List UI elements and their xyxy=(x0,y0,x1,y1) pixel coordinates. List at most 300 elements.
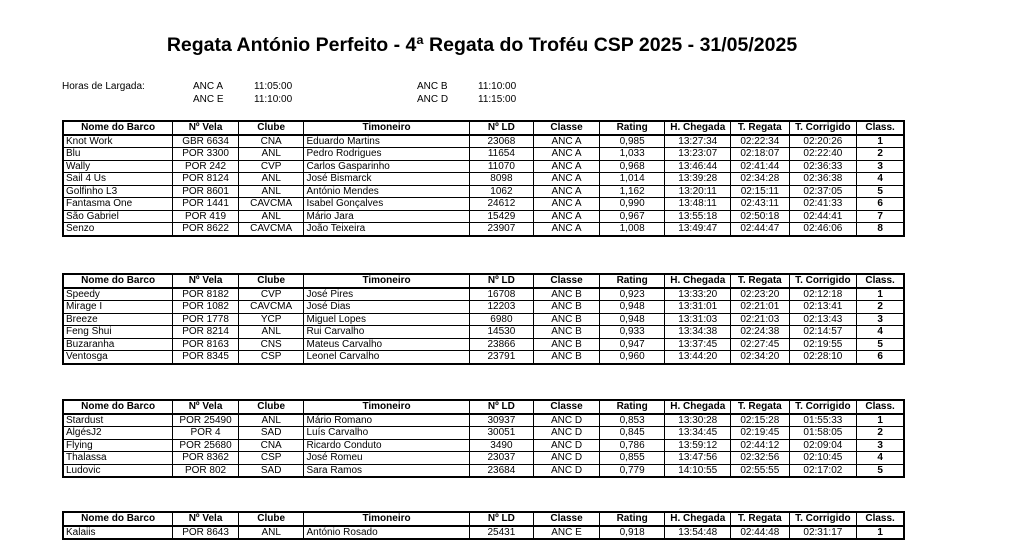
ld-number-cell: 25431 xyxy=(469,526,534,540)
table-row xyxy=(63,185,904,198)
helmsman-cell: António Mendes xyxy=(304,185,469,198)
boat-name-cell: Blu xyxy=(63,148,173,161)
sail-number-cell: POR 8214 xyxy=(173,326,239,339)
results-table xyxy=(62,273,905,365)
position-cell: 4 xyxy=(857,326,904,339)
rating-cell: 0,918 xyxy=(599,526,665,540)
boat-name-cell: Speedy xyxy=(63,288,173,301)
column-header-ld-number: Nº LD xyxy=(469,400,534,414)
corrected-time-cell: 02:12:18 xyxy=(789,288,857,301)
class-cell: ANC A xyxy=(534,173,600,186)
column-header-rating: Rating xyxy=(599,121,665,135)
column-header-sail-number: Nº Vela xyxy=(173,400,239,414)
table-row xyxy=(63,351,904,364)
class-cell: ANC A xyxy=(534,160,600,173)
ld-number-cell: 23907 xyxy=(469,223,534,236)
boat-name-cell: Thalassa xyxy=(63,452,173,465)
table-row xyxy=(63,148,904,161)
arrival-time-cell: 13:59:12 xyxy=(665,439,731,452)
boat-name-cell: AlgésJ2 xyxy=(63,427,173,440)
table-row xyxy=(63,414,904,427)
class-cell: ANC B xyxy=(534,338,600,351)
table-row xyxy=(63,135,904,148)
sail-number-cell: POR 3300 xyxy=(173,148,239,161)
ld-number-cell: 24612 xyxy=(469,198,534,211)
column-header-helmsman: Timoneiro xyxy=(304,121,469,135)
sail-number-cell: POR 25680 xyxy=(173,439,239,452)
rating-cell: 0,853 xyxy=(599,414,665,427)
ld-number-cell: 12203 xyxy=(469,301,534,314)
rating-cell: 1,008 xyxy=(599,223,665,236)
column-header-arrival-time: H. Chegada xyxy=(665,400,731,414)
helmsman-cell: Ricardo Conduto xyxy=(304,439,469,452)
ld-number-cell: 8098 xyxy=(469,173,534,186)
results-table xyxy=(62,511,905,540)
ld-number-cell: 23791 xyxy=(469,351,534,364)
position-cell: 4 xyxy=(857,452,904,465)
column-header-club: Clube xyxy=(238,400,304,414)
sail-number-cell: POR 8345 xyxy=(173,351,239,364)
ld-number-cell: 3490 xyxy=(469,439,534,452)
class-cell: ANC A xyxy=(534,148,600,161)
corrected-time-cell: 02:13:41 xyxy=(789,301,857,314)
arrival-time-cell: 13:55:18 xyxy=(665,210,731,223)
column-header-class: Classe xyxy=(534,274,600,288)
table-row xyxy=(63,452,904,465)
race-time-cell: 02:55:55 xyxy=(731,464,789,477)
race-time-cell: 02:15:28 xyxy=(731,414,789,427)
ld-number-cell: 23866 xyxy=(469,338,534,351)
race-time-cell: 02:18:07 xyxy=(731,148,789,161)
arrival-time-cell: 13:49:47 xyxy=(665,223,731,236)
sail-number-cell: POR 8622 xyxy=(173,223,239,236)
sail-number-cell: POR 8362 xyxy=(173,452,239,465)
rating-cell: 0,948 xyxy=(599,301,665,314)
rating-cell: 0,845 xyxy=(599,427,665,440)
table-row xyxy=(63,326,904,339)
sail-number-cell: POR 8643 xyxy=(173,526,239,540)
helmsman-cell: Mário Romano xyxy=(304,414,469,427)
helmsman-cell: Pedro Rodrigues xyxy=(304,148,469,161)
boat-name-cell: Flying xyxy=(63,439,173,452)
column-header-race-time: T. Regata xyxy=(731,512,789,526)
class-cell: ANC A xyxy=(534,223,600,236)
race-time-cell: 02:24:38 xyxy=(731,326,789,339)
arrival-time-cell: 13:44:20 xyxy=(665,351,731,364)
sail-number-cell: POR 8182 xyxy=(173,288,239,301)
rating-cell: 0,786 xyxy=(599,439,665,452)
arrival-time-cell: 13:27:34 xyxy=(665,135,731,148)
start-time: 11:05:00 xyxy=(254,81,293,92)
boat-name-cell: Feng Shui xyxy=(63,326,173,339)
sail-number-cell: GBR 6634 xyxy=(173,135,239,148)
rating-cell: 0,855 xyxy=(599,452,665,465)
race-time-cell: 02:19:45 xyxy=(731,427,789,440)
class-cell: ANC B xyxy=(534,301,600,314)
boat-name-cell: Knot Work xyxy=(63,135,173,148)
arrival-time-cell: 13:54:48 xyxy=(665,526,731,540)
rating-cell: 0,923 xyxy=(599,288,665,301)
class-cell: ANC E xyxy=(534,526,600,540)
race-time-cell: 02:27:45 xyxy=(731,338,789,351)
rating-cell: 1,033 xyxy=(599,148,665,161)
arrival-time-cell: 14:10:55 xyxy=(665,464,731,477)
arrival-time-cell: 13:34:38 xyxy=(665,326,731,339)
class-cell: ANC A xyxy=(534,185,600,198)
race-time-cell: 02:15:11 xyxy=(731,185,789,198)
column-header-helmsman: Timoneiro xyxy=(304,512,469,526)
corrected-time-cell: 02:14:57 xyxy=(789,326,857,339)
race-time-cell: 02:22:34 xyxy=(731,135,789,148)
boat-name-cell: Sail 4 Us xyxy=(63,173,173,186)
boat-name-cell: Wally xyxy=(63,160,173,173)
table-header-row xyxy=(63,274,904,288)
sail-number-cell: POR 8163 xyxy=(173,338,239,351)
boat-name-cell: Ludovic xyxy=(63,464,173,477)
race-time-cell: 02:21:03 xyxy=(731,313,789,326)
table-row xyxy=(63,223,904,236)
rating-cell: 0,947 xyxy=(599,338,665,351)
position-cell: 2 xyxy=(857,301,904,314)
column-header-club: Clube xyxy=(238,121,304,135)
ld-number-cell: 14530 xyxy=(469,326,534,339)
column-header-position: Class. xyxy=(857,400,904,414)
class-cell: ANC A xyxy=(534,135,600,148)
column-header-corrected-time: T. Corrigido xyxy=(789,274,857,288)
ld-number-cell: 30051 xyxy=(469,427,534,440)
position-cell: 7 xyxy=(857,210,904,223)
boat-name-cell: Breeze xyxy=(63,313,173,326)
helmsman-cell: Mário Jara xyxy=(304,210,469,223)
column-header-boat-name: Nome do Barco xyxy=(63,274,173,288)
race-time-cell: 02:34:20 xyxy=(731,351,789,364)
club-cell: ANL xyxy=(238,210,304,223)
corrected-time-cell: 02:17:02 xyxy=(789,464,857,477)
race-time-cell: 02:44:12 xyxy=(731,439,789,452)
column-header-ld-number: Nº LD xyxy=(469,274,534,288)
position-cell: 3 xyxy=(857,439,904,452)
helmsman-cell: João Teixeira xyxy=(304,223,469,236)
position-cell: 6 xyxy=(857,198,904,211)
table-header-row xyxy=(63,512,904,526)
column-header-race-time: T. Regata xyxy=(731,400,789,414)
position-cell: 3 xyxy=(857,160,904,173)
club-cell: ANL xyxy=(238,173,304,186)
position-cell: 4 xyxy=(857,173,904,186)
corrected-time-cell: 02:31:17 xyxy=(789,526,857,540)
club-cell: CAVCMA xyxy=(238,198,304,211)
arrival-time-cell: 13:46:44 xyxy=(665,160,731,173)
club-cell: CNA xyxy=(238,439,304,452)
ld-number-cell: 23037 xyxy=(469,452,534,465)
sail-number-cell: POR 1778 xyxy=(173,313,239,326)
rating-cell: 0,985 xyxy=(599,135,665,148)
class-cell: ANC A xyxy=(534,198,600,211)
sail-number-cell: POR 802 xyxy=(173,464,239,477)
corrected-time-cell: 02:41:33 xyxy=(789,198,857,211)
table-row xyxy=(63,173,904,186)
column-header-position: Class. xyxy=(857,121,904,135)
helmsman-cell: Mateus Carvalho xyxy=(304,338,469,351)
corrected-time-cell: 02:36:38 xyxy=(789,173,857,186)
arrival-time-cell: 13:23:07 xyxy=(665,148,731,161)
corrected-time-cell: 02:10:45 xyxy=(789,452,857,465)
boat-name-cell: Ventosga xyxy=(63,351,173,364)
table-row xyxy=(63,160,904,173)
helmsman-cell: António Rosado xyxy=(304,526,469,540)
column-header-ld-number: Nº LD xyxy=(469,512,534,526)
position-cell: 8 xyxy=(857,223,904,236)
boat-name-cell: Buzaranha xyxy=(63,338,173,351)
race-time-cell: 02:41:44 xyxy=(731,160,789,173)
corrected-time-cell: 02:28:10 xyxy=(789,351,857,364)
sail-number-cell: POR 1441 xyxy=(173,198,239,211)
sail-number-cell: POR 419 xyxy=(173,210,239,223)
helmsman-cell: José Pires xyxy=(304,288,469,301)
column-header-ld-number: Nº LD xyxy=(469,121,534,135)
club-cell: ANL xyxy=(238,526,304,540)
race-time-cell: 02:34:28 xyxy=(731,173,789,186)
column-header-position: Class. xyxy=(857,274,904,288)
corrected-time-cell: 02:44:41 xyxy=(789,210,857,223)
helmsman-cell: Miguel Lopes xyxy=(304,313,469,326)
club-cell: CSP xyxy=(238,351,304,364)
club-cell: ANL xyxy=(238,414,304,427)
boat-name-cell: Stardust xyxy=(63,414,173,427)
club-cell: CNS xyxy=(238,338,304,351)
helmsman-cell: José Dias xyxy=(304,301,469,314)
rating-cell: 0,960 xyxy=(599,351,665,364)
page-title: Regata António Perfeito - 4ª Regata do Troféu CSP 2025 - 31/05/2025 xyxy=(166,34,798,56)
column-header-helmsman: Timoneiro xyxy=(304,274,469,288)
club-cell: ANL xyxy=(238,185,304,198)
corrected-time-cell: 02:13:43 xyxy=(789,313,857,326)
results-table xyxy=(62,399,905,478)
column-header-corrected-time: T. Corrigido xyxy=(789,121,857,135)
ld-number-cell: 1062 xyxy=(469,185,534,198)
rating-cell: 1,014 xyxy=(599,173,665,186)
corrected-time-cell: 02:46:06 xyxy=(789,223,857,236)
boat-name-cell: Kalaiis xyxy=(63,526,173,540)
helmsman-cell: Luís Carvalho xyxy=(304,427,469,440)
corrected-time-cell: 02:09:04 xyxy=(789,439,857,452)
table-row xyxy=(63,210,904,223)
column-header-club: Clube xyxy=(238,274,304,288)
club-cell: CAVCMA xyxy=(238,301,304,314)
corrected-time-cell: 02:22:40 xyxy=(789,148,857,161)
column-header-club: Clube xyxy=(238,512,304,526)
club-cell: YCP xyxy=(238,313,304,326)
table-row xyxy=(63,464,904,477)
arrival-time-cell: 13:31:03 xyxy=(665,313,731,326)
results-table xyxy=(62,120,905,237)
race-time-cell: 02:50:18 xyxy=(731,210,789,223)
table-row xyxy=(63,439,904,452)
column-header-sail-number: Nº Vela xyxy=(173,121,239,135)
rating-cell: 0,967 xyxy=(599,210,665,223)
club-cell: CNA xyxy=(238,135,304,148)
rating-cell: 0,948 xyxy=(599,313,665,326)
arrival-time-cell: 13:31:01 xyxy=(665,301,731,314)
club-cell: CAVCMA xyxy=(238,223,304,236)
table-row xyxy=(63,288,904,301)
table-row xyxy=(63,427,904,440)
column-header-race-time: T. Regata xyxy=(731,274,789,288)
boat-name-cell: Senzo xyxy=(63,223,173,236)
arrival-time-cell: 13:37:45 xyxy=(665,338,731,351)
helmsman-cell: Isabel Gonçalves xyxy=(304,198,469,211)
rating-cell: 0,990 xyxy=(599,198,665,211)
position-cell: 1 xyxy=(857,414,904,427)
start-class: ANC A xyxy=(193,81,224,92)
arrival-time-cell: 13:34:45 xyxy=(665,427,731,440)
position-cell: 2 xyxy=(857,427,904,440)
column-header-corrected-time: T. Corrigido xyxy=(789,400,857,414)
position-cell: 1 xyxy=(857,526,904,540)
rating-cell: 0,968 xyxy=(599,160,665,173)
club-cell: CVP xyxy=(238,160,304,173)
sail-number-cell: POR 242 xyxy=(173,160,239,173)
start-times-label: Horas de Largada: xyxy=(62,81,145,92)
ld-number-cell: 23068 xyxy=(469,135,534,148)
table-row xyxy=(63,198,904,211)
ld-number-cell: 15429 xyxy=(469,210,534,223)
start-class: ANC E xyxy=(193,94,224,105)
sail-number-cell: POR 25490 xyxy=(173,414,239,427)
arrival-time-cell: 13:30:28 xyxy=(665,414,731,427)
column-header-class: Classe xyxy=(534,512,600,526)
boat-name-cell: Fantasma One xyxy=(63,198,173,211)
race-time-cell: 02:44:48 xyxy=(731,526,789,540)
class-cell: ANC D xyxy=(534,452,600,465)
class-cell: ANC D xyxy=(534,414,600,427)
position-cell: 6 xyxy=(857,351,904,364)
boat-name-cell: Mirage I xyxy=(63,301,173,314)
table-row xyxy=(63,526,904,540)
corrected-time-cell: 02:36:33 xyxy=(789,160,857,173)
helmsman-cell: José Bismarck xyxy=(304,173,469,186)
helmsman-cell: Eduardo Martins xyxy=(304,135,469,148)
sail-number-cell: POR 8601 xyxy=(173,185,239,198)
column-header-class: Classe xyxy=(534,121,600,135)
table-header-row xyxy=(63,121,904,135)
corrected-time-cell: 01:58:05 xyxy=(789,427,857,440)
column-header-helmsman: Timoneiro xyxy=(304,400,469,414)
column-header-position: Class. xyxy=(857,512,904,526)
corrected-time-cell: 02:20:26 xyxy=(789,135,857,148)
column-header-sail-number: Nº Vela xyxy=(173,512,239,526)
helmsman-cell: Carlos Gasparinho xyxy=(304,160,469,173)
corrected-time-cell: 02:19:55 xyxy=(789,338,857,351)
helmsman-cell: Sara Ramos xyxy=(304,464,469,477)
position-cell: 3 xyxy=(857,313,904,326)
table-row xyxy=(63,301,904,314)
arrival-time-cell: 13:20:11 xyxy=(665,185,731,198)
sail-number-cell: POR 4 xyxy=(173,427,239,440)
helmsman-cell: José Romeu xyxy=(304,452,469,465)
ld-number-cell: 23684 xyxy=(469,464,534,477)
club-cell: ANL xyxy=(238,326,304,339)
class-cell: ANC B xyxy=(534,288,600,301)
club-cell: ANL xyxy=(238,148,304,161)
column-header-arrival-time: H. Chegada xyxy=(665,274,731,288)
race-time-cell: 02:23:20 xyxy=(731,288,789,301)
boat-name-cell: São Gabriel xyxy=(63,210,173,223)
helmsman-cell: Leonel Carvalho xyxy=(304,351,469,364)
club-cell: SAD xyxy=(238,464,304,477)
corrected-time-cell: 02:37:05 xyxy=(789,185,857,198)
boat-name-cell: Golfinho L3 xyxy=(63,185,173,198)
column-header-boat-name: Nome do Barco xyxy=(63,400,173,414)
race-time-cell: 02:44:47 xyxy=(731,223,789,236)
class-cell: ANC B xyxy=(534,351,600,364)
position-cell: 5 xyxy=(857,464,904,477)
start-time: 11:10:00 xyxy=(478,81,517,92)
column-header-class: Classe xyxy=(534,400,600,414)
ld-number-cell: 16708 xyxy=(469,288,534,301)
column-header-rating: Rating xyxy=(599,274,665,288)
column-header-sail-number: Nº Vela xyxy=(173,274,239,288)
column-header-boat-name: Nome do Barco xyxy=(63,121,173,135)
ld-number-cell: 6980 xyxy=(469,313,534,326)
class-cell: ANC D xyxy=(534,464,600,477)
arrival-time-cell: 13:39:28 xyxy=(665,173,731,186)
rating-cell: 0,933 xyxy=(599,326,665,339)
arrival-time-cell: 13:47:56 xyxy=(665,452,731,465)
rating-cell: 0,779 xyxy=(599,464,665,477)
corrected-time-cell: 01:55:33 xyxy=(789,414,857,427)
class-cell: ANC B xyxy=(534,313,600,326)
rating-cell: 1,162 xyxy=(599,185,665,198)
position-cell: 5 xyxy=(857,338,904,351)
ld-number-cell: 11654 xyxy=(469,148,534,161)
column-header-rating: Rating xyxy=(599,512,665,526)
start-time: 11:10:00 xyxy=(254,94,293,105)
column-header-arrival-time: H. Chegada xyxy=(665,121,731,135)
helmsman-cell: Rui Carvalho xyxy=(304,326,469,339)
start-class: ANC D xyxy=(417,94,449,105)
start-time: 11:15:00 xyxy=(478,94,517,105)
class-cell: ANC D xyxy=(534,439,600,452)
position-cell: 1 xyxy=(857,288,904,301)
club-cell: SAD xyxy=(238,427,304,440)
position-cell: 1 xyxy=(857,135,904,148)
race-time-cell: 02:43:11 xyxy=(731,198,789,211)
race-time-cell: 02:32:56 xyxy=(731,452,789,465)
ld-number-cell: 30937 xyxy=(469,414,534,427)
table-header-row xyxy=(63,400,904,414)
class-cell: ANC B xyxy=(534,326,600,339)
column-header-boat-name: Nome do Barco xyxy=(63,512,173,526)
club-cell: CVP xyxy=(238,288,304,301)
race-time-cell: 02:21:01 xyxy=(731,301,789,314)
position-cell: 2 xyxy=(857,148,904,161)
column-header-corrected-time: T. Corrigido xyxy=(789,512,857,526)
table-row xyxy=(63,338,904,351)
table-row xyxy=(63,313,904,326)
position-cell: 5 xyxy=(857,185,904,198)
column-header-arrival-time: H. Chegada xyxy=(665,512,731,526)
sail-number-cell: POR 8124 xyxy=(173,173,239,186)
arrival-time-cell: 13:33:20 xyxy=(665,288,731,301)
column-header-race-time: T. Regata xyxy=(731,121,789,135)
class-cell: ANC A xyxy=(534,210,600,223)
club-cell: CSP xyxy=(238,452,304,465)
ld-number-cell: 11070 xyxy=(469,160,534,173)
arrival-time-cell: 13:48:11 xyxy=(665,198,731,211)
sail-number-cell: POR 1082 xyxy=(173,301,239,314)
column-header-rating: Rating xyxy=(599,400,665,414)
